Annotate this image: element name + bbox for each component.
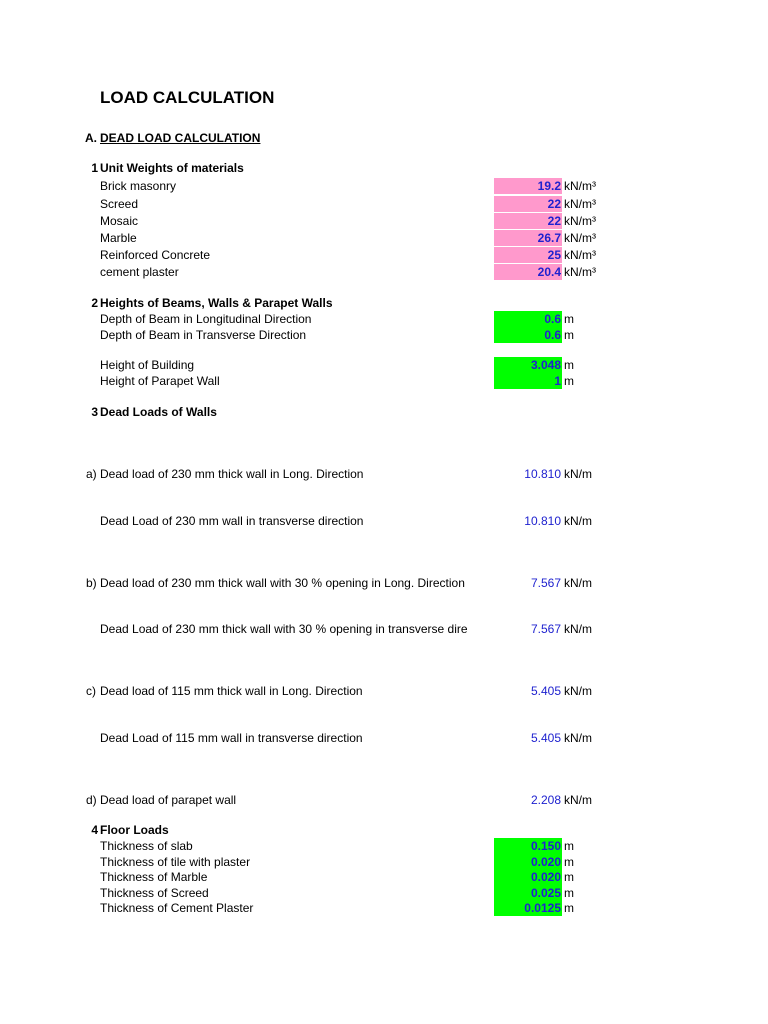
wall-load-label: Dead load of 230 mm thick wall in Long. Direction [100,467,364,481]
unit-label: kN/m [564,684,592,698]
height-label: Height of Parapet Wall [100,374,220,388]
wall-load-label: Dead load of 230 mm thick wall with 30 % opening in Long. Direction [100,576,465,590]
section-a-title: DEAD LOAD CALCULATION [100,131,261,145]
material-label: Brick masonry [100,179,177,193]
section-4-title: Floor Loads [100,823,169,837]
unit-label: kN/m [564,731,592,745]
height-label: Depth of Beam in Transverse Direction [100,328,307,342]
unit-label: m [564,328,574,342]
wall-load-label: Dead load of parapet wall [100,793,237,807]
height-label: Depth of Beam in Longitudinal Direction [100,312,312,326]
material-label: Screed [100,197,139,211]
unit-weight-cell[interactable]: 22 [494,196,562,212]
unit-weight-cell[interactable]: 22 [494,213,562,229]
unit-label: m [564,886,574,900]
unit-weight-cell[interactable]: 26.7 [494,230,562,246]
wall-load-label: Dead Load of 230 mm thick wall with 30 % opening in transverse dire [100,622,468,636]
unit-label: m [564,870,574,884]
section-1-title: Unit Weights of materials [100,161,244,175]
section-4-number: 4 [91,823,98,837]
height-cell[interactable]: 3.048 [494,357,562,373]
wall-load-value: 7.567 [530,622,561,636]
material-label: Mosaic [100,214,139,228]
unit-weight-cell[interactable]: 25 [494,247,562,263]
wall-load-label: Dead load of 115 mm thick wall in Long. Direction [100,684,363,698]
unit-label: kN/m³ [564,231,596,245]
material-label: Reinforced Concrete [100,248,211,262]
unit-label: kN/m³ [564,265,596,279]
wall-load-label: Dead Load of 230 mm wall in transverse direction [100,514,364,528]
wall-load-value: 10.810 [524,514,561,528]
thickness-cell[interactable]: 0.0125 [494,900,562,916]
wall-load-value: 5.405 [530,731,561,745]
thickness-label: Thickness of Cement Plaster [100,901,254,915]
unit-label: m [564,312,574,326]
section-1-number: 1 [91,161,98,175]
thickness-cell[interactable]: 0.025 [494,885,562,901]
wall-load-value: 2.208 [530,793,561,807]
unit-label: kN/m [564,622,592,636]
page-title: LOAD CALCULATION [100,88,275,107]
item-prefix: b) [86,576,97,590]
thickness-cell[interactable]: 0.020 [494,869,562,885]
height-label: Height of Building [100,358,195,372]
thickness-label: Thickness of Screed [100,886,209,900]
section-3-number: 3 [91,405,98,419]
wall-load-value: 5.405 [530,684,561,698]
unit-label: m [564,358,574,372]
thickness-cell[interactable]: 0.150 [494,838,562,854]
thickness-label: Thickness of Marble [100,870,208,884]
unit-label: m [564,839,574,853]
item-prefix: c) [86,684,96,698]
item-prefix: d) [86,793,97,807]
unit-label: kN/m³ [564,214,596,228]
unit-label: m [564,374,574,388]
material-label: Marble [100,231,137,245]
wall-load-value: 10.810 [524,467,561,481]
height-cell[interactable]: 0.6 [494,311,562,327]
section-a-prefix: A. [85,131,97,145]
unit-label: kN/m³ [564,197,596,211]
section-3-title: Dead Loads of Walls [100,405,217,419]
thickness-label: Thickness of slab [100,839,193,853]
height-cell[interactable]: 1 [494,373,562,389]
unit-weight-cell[interactable]: 20.4 [494,264,562,280]
section-2-number: 2 [91,296,98,310]
thickness-label: Thickness of tile with plaster [100,855,251,869]
material-label: cement plaster [100,265,179,279]
item-prefix: a) [86,467,97,481]
unit-weight-cell[interactable]: 19.2 [494,178,562,194]
thickness-cell[interactable]: 0.020 [494,854,562,870]
unit-label: kN/m³ [564,179,596,193]
height-cell[interactable]: 0.6 [494,327,562,343]
unit-label: m [564,855,574,869]
unit-label: m [564,901,574,915]
unit-label: kN/m [564,793,592,807]
section-2-title: Heights of Beams, Walls & Parapet Walls [100,296,333,310]
unit-label: kN/m [564,514,592,528]
unit-label: kN/m [564,576,592,590]
wall-load-value: 7.567 [530,576,561,590]
wall-load-label: Dead Load of 115 mm wall in transverse direction [100,731,363,745]
unit-label: kN/m [564,467,592,481]
unit-label: kN/m³ [564,248,596,262]
